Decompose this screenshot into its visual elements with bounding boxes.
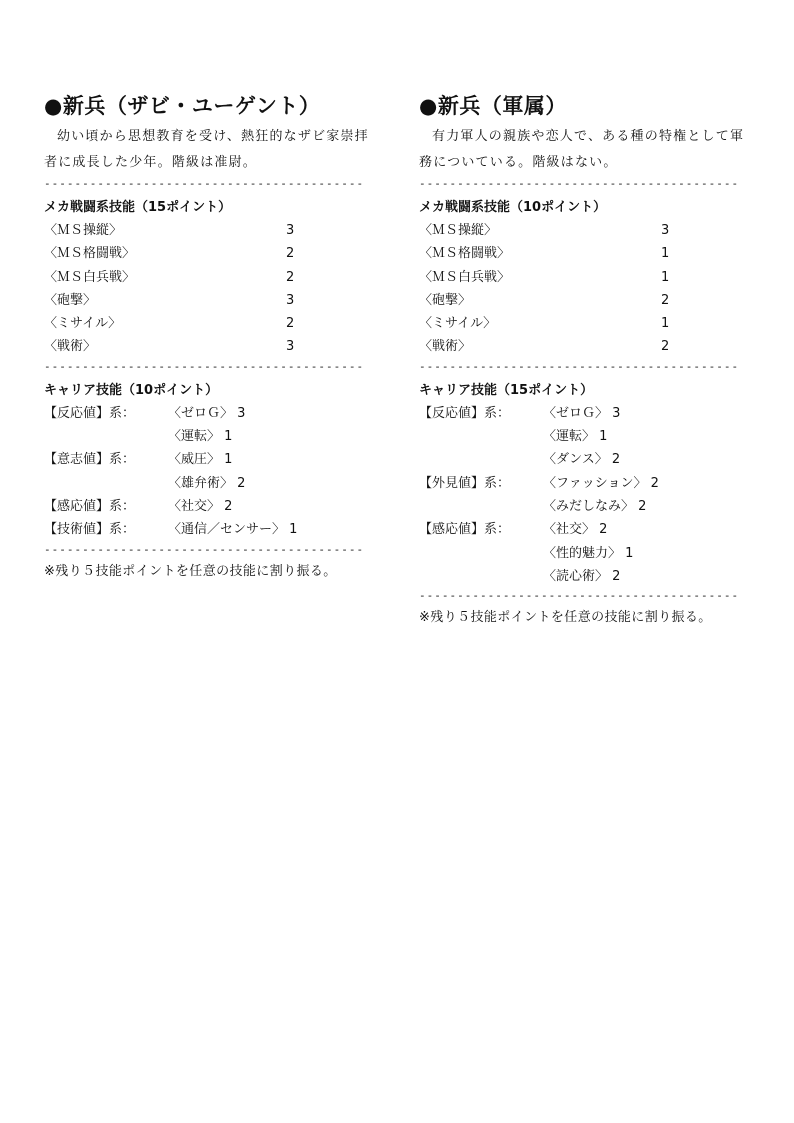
- skill-row: [44, 289, 372, 312]
- career-skill: 〈読心術〉 2: [543, 568, 621, 584]
- skill-row: [419, 312, 747, 335]
- skill-name: 〈ＭＳ格闘戦〉: [419, 246, 511, 262]
- skill-row: [44, 242, 372, 265]
- career-row: [419, 472, 747, 495]
- skill-level: 1: [661, 246, 670, 262]
- skill-row: [44, 266, 372, 289]
- divider: ------------------------------------------: [419, 590, 740, 603]
- career-skill: 〈みだしなみ〉 2: [543, 498, 647, 514]
- career-row: [44, 495, 372, 518]
- column-zabi-youth: [44, 92, 372, 582]
- career-row: [419, 425, 747, 448]
- skill-name: 〈ミサイル〉: [419, 316, 497, 332]
- attribute-category: 【反応値】系：: [419, 405, 511, 421]
- career-row: [44, 425, 372, 448]
- section-description: 有力軍人の親族や恋人で、ある種の特権として軍務についている。階級はない。: [419, 129, 745, 170]
- skill-level: 2: [286, 316, 295, 332]
- skill-level: 2: [286, 269, 295, 285]
- skill-row: [419, 242, 747, 265]
- skill-row: [419, 335, 747, 358]
- attribute-category: 【感応値】系：: [419, 522, 511, 538]
- skill-level: 1: [661, 316, 670, 332]
- skill-level: 2: [661, 339, 670, 355]
- divider: ------------------------------------------: [44, 543, 365, 556]
- skill-level: 3: [286, 292, 295, 308]
- skill-name: 〈ミサイル〉: [44, 316, 122, 332]
- footnote: ※残り５技能ポイントを任意の技能に割り振る。: [419, 610, 712, 626]
- skill-level: 3: [286, 223, 295, 238]
- career-skill: 〈雄弁術〉 2: [168, 475, 246, 491]
- divider: ------------------------------------------: [44, 178, 365, 190]
- career-skills-heading: キャリア技能（10ポイント）: [44, 382, 219, 398]
- career-row: [419, 518, 747, 541]
- career-skill: 〈通信／センサー〉 1: [168, 522, 298, 538]
- career-skill: 〈ファッション〉 2: [543, 475, 659, 491]
- divider: ------------------------------------------: [419, 360, 740, 373]
- skill-row: [44, 335, 372, 358]
- skill-name: 〈戦術〉: [44, 339, 97, 355]
- column-civilian-attache: [419, 92, 747, 628]
- career-skills-list: [44, 402, 372, 542]
- mecha-skills-list: [44, 219, 372, 359]
- attribute-category: 【感応値】系：: [44, 498, 136, 514]
- career-skills-heading: キャリア技能（15ポイント）: [419, 382, 594, 398]
- career-skill: 〈性的魅力〉 1: [543, 545, 634, 561]
- skill-level: 3: [286, 339, 295, 355]
- skill-row: [44, 312, 372, 335]
- career-skills-list: [419, 402, 747, 588]
- skill-row: [44, 219, 372, 242]
- footnote: ※残り５技能ポイントを任意の技能に割り振る。: [44, 563, 337, 579]
- skill-name: 〈ＭＳ白兵戦〉: [419, 269, 511, 285]
- career-row: [419, 565, 747, 588]
- skill-row: [419, 266, 747, 289]
- mecha-skills-heading: メカ戦闘系技能（15ポイント）: [44, 200, 232, 215]
- career-skill: 〈ゼロＧ〉 3: [543, 405, 621, 421]
- section-title: ●新兵（ザビ・ユーゲント）: [44, 94, 321, 118]
- attribute-category: 【外見値】系：: [419, 475, 511, 491]
- career-skill: 〈ゼロＧ〉 3: [168, 405, 246, 421]
- career-skill: 〈威圧〉 1: [168, 452, 233, 468]
- section-description: 幼い頃から思想教育を受け、熱狂的なザビ家崇拝者に成長した少年。階級は准尉。: [44, 129, 369, 170]
- career-skill: 〈運転〉 1: [543, 429, 608, 445]
- career-skill: 〈運転〉 1: [168, 429, 233, 445]
- skill-level: 2: [286, 246, 295, 262]
- career-row: [44, 472, 372, 495]
- divider: ------------------------------------------: [419, 178, 740, 190]
- skill-level: 3: [661, 223, 670, 238]
- skill-level: 2: [661, 292, 670, 308]
- attribute-category: 【意志値】系：: [44, 452, 136, 468]
- skill-name: 〈砲撃〉: [419, 292, 472, 308]
- career-row: [419, 495, 747, 518]
- skill-name: 〈ＭＳ格闘戦〉: [44, 246, 136, 262]
- skill-name: 〈ＭＳ操縦〉: [44, 223, 123, 238]
- career-row: [44, 402, 372, 425]
- skill-name: 〈ＭＳ操縦〉: [419, 223, 498, 238]
- career-row: [44, 518, 372, 541]
- career-row: [419, 402, 747, 425]
- mecha-skills-list: [419, 219, 747, 359]
- attribute-category: 【反応値】系：: [44, 405, 136, 421]
- skill-name: 〈戦術〉: [419, 339, 472, 355]
- career-row: [44, 448, 372, 471]
- career-skill: 〈社交〉 2: [168, 498, 233, 514]
- attribute-category: 【技術値】系：: [44, 522, 136, 538]
- skill-name: 〈ＭＳ白兵戦〉: [44, 269, 136, 285]
- career-skill: 〈ダンス〉 2: [543, 452, 621, 468]
- skill-name: 〈砲撃〉: [44, 292, 97, 308]
- career-row: [419, 448, 747, 471]
- mecha-skills-heading: メカ戦闘系技能（10ポイント）: [419, 200, 607, 215]
- divider: ------------------------------------------: [44, 360, 365, 373]
- section-title: ●新兵（軍属）: [419, 94, 567, 118]
- career-skill: 〈社交〉 2: [543, 522, 608, 538]
- career-row: [419, 542, 747, 565]
- skill-row: [419, 219, 747, 242]
- skill-level: 1: [661, 269, 670, 285]
- skill-row: [419, 289, 747, 312]
